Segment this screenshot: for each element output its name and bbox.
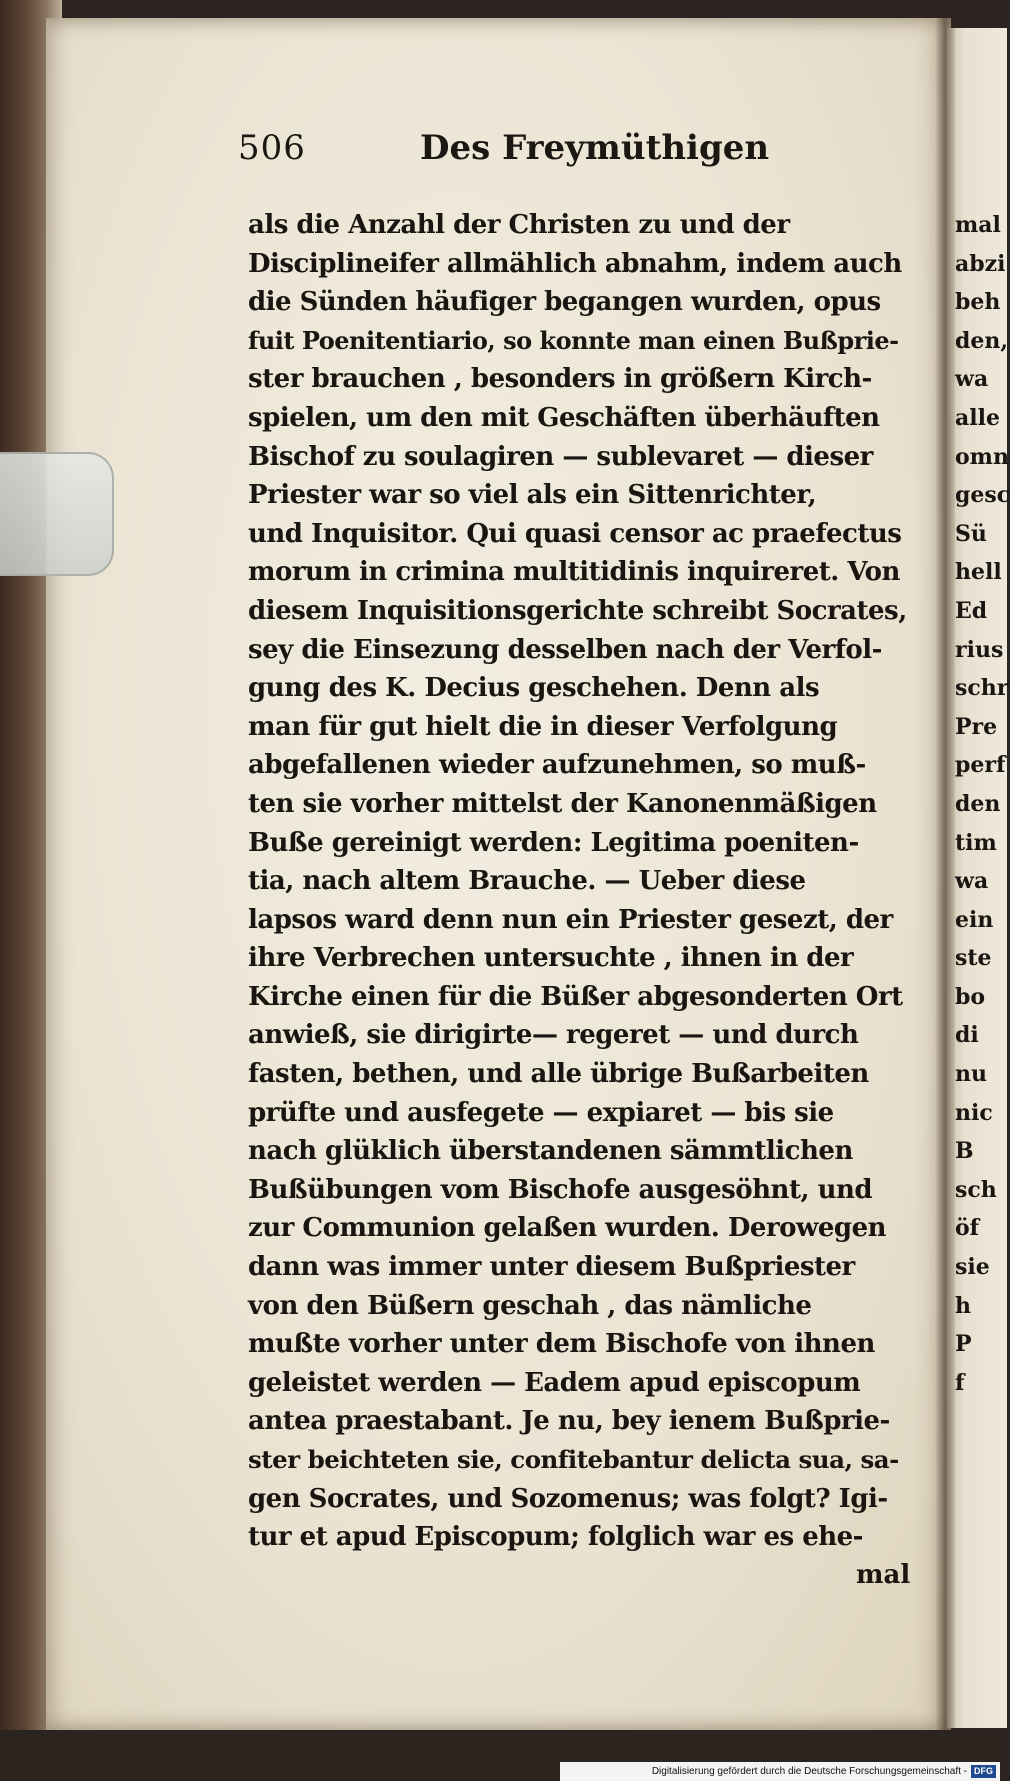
facing-page-fragment: h xyxy=(955,1292,971,1319)
text-line: zur Communion gelaßen wurden. Derowegen xyxy=(248,1213,887,1244)
page-header xyxy=(238,128,798,178)
facing-page-fragment: wa xyxy=(955,868,989,895)
text-line: diesem Inquisitionsgerichte schreibt Socrates, xyxy=(248,595,907,626)
facing-page-fragment: di xyxy=(955,1022,979,1049)
text-line: spielen, um den mit Geschäften überhäuften xyxy=(248,402,880,433)
text-line: ster beichteten sie, confitebantur delicta sua, sa- xyxy=(248,1445,899,1474)
text-line: Disciplineifer allmählich abnahm, indem auch xyxy=(248,248,902,279)
facing-page-fragment: den, xyxy=(955,327,1009,354)
facing-page-fragment: nic xyxy=(955,1099,993,1126)
text-line: fuit Poenitentiario, so konnte man einen Bußprie- xyxy=(248,325,899,355)
text-line: mußte vorher unter dem Bischofe von ihnen xyxy=(248,1329,875,1360)
text-line: die Sünden häufiger begangen wurden, opus xyxy=(248,287,881,318)
book-gutter xyxy=(935,18,955,1730)
text-line: morum in crimina multitidinis inquireret. Von xyxy=(248,557,900,588)
text-line: gen Socrates, und Sozomenus; was folgt? Igi- xyxy=(248,1483,888,1514)
text-line: gung des K. Decius geschehen. Denn als xyxy=(248,673,820,704)
credit-text: Digitalisierung gefördert durch die Deutsche Forschungsgemeinschaft - xyxy=(651,1766,967,1777)
facing-page-fragment: Pre xyxy=(955,713,998,740)
facing-page-fragment: sch xyxy=(955,1176,997,1203)
text-line: als die Anzahl der Christen zu und der xyxy=(248,210,790,240)
facing-page-fragment: ste xyxy=(955,945,992,972)
facing-page-fragment: mal xyxy=(955,212,1001,238)
text-line: Priester war so viel als ein Sittenrichter, xyxy=(248,480,817,511)
text-line: antea praestabant. Je nu, bey ienem Bußprie- xyxy=(248,1406,890,1437)
text-line: und Inquisitor. Qui quasi censor ac praefectus xyxy=(248,518,902,549)
facing-page-fragment: abzi xyxy=(955,250,1006,277)
catchword: mal xyxy=(856,1560,911,1590)
text-line: prüfte und ausfegete — expiaret — bis sie xyxy=(248,1097,834,1128)
running-head: Des Freymüthigen xyxy=(420,128,770,168)
text-line: anwieß, sie dirigirte— regeret — und durch xyxy=(248,1020,859,1051)
facing-page-fragment: rius xyxy=(955,636,1004,663)
text-line: lapsos ward denn nun ein Priester gesezt, der xyxy=(248,904,893,935)
text-line: nach glüklich überstandenen sämmtlichen xyxy=(248,1136,853,1167)
text-line: tur et apud Episcopum; folglich war es ehe- xyxy=(248,1522,863,1553)
text-line: von den Büßern geschah , das nämliche xyxy=(248,1290,812,1321)
text-line: sey die Einsezung desselben nach der Verfol- xyxy=(248,634,882,665)
facing-page-fragment: öf xyxy=(955,1215,980,1242)
text-line: man für gut hielt die in dieser Verfolgung xyxy=(248,711,838,742)
facing-page-fragment: perf xyxy=(955,752,1006,779)
facing-page-fragment: P xyxy=(955,1331,972,1358)
facing-page-fragment: sie xyxy=(955,1254,990,1281)
text-line: abgefallenen wieder aufzunehmen, so muß- xyxy=(248,750,866,781)
digitization-credit xyxy=(560,1762,1000,1781)
facing-page-fragment: den xyxy=(955,790,1001,817)
facing-page-fragment: B xyxy=(955,1138,974,1165)
facing-page-fragment: tim xyxy=(955,829,997,856)
text-line: Buße gereinigt werden: Legitima poeniten- xyxy=(248,827,859,858)
facing-page-fragment: omn xyxy=(955,443,1009,470)
page-number: 506 xyxy=(238,128,306,168)
text-line: fasten, bethen, und alle übrige Bußarbeiten xyxy=(248,1059,869,1090)
text-line: Bischof zu soulagiren — sublevaret — dieser xyxy=(248,441,873,472)
facing-page-fragment: ein xyxy=(955,906,994,933)
dfg-logo: DFG xyxy=(971,1765,996,1778)
facing-page-fragment: bo xyxy=(955,983,986,1010)
facing-page-fragment: nu xyxy=(955,1061,987,1088)
page-clip xyxy=(0,452,114,576)
facing-page-fragment: alle xyxy=(955,404,1000,431)
facing-page-fragment: f xyxy=(955,1369,965,1396)
text-line: dann was immer unter diesem Bußpriester xyxy=(248,1252,855,1283)
text-line: Kirche einen für die Büßer abgesonderten Ort xyxy=(248,981,903,1012)
facing-page-fragment: beh xyxy=(955,289,1001,316)
text-line: tia, nach altem Brauche. — Ueber diese xyxy=(248,866,806,897)
facing-page-fragment: schr xyxy=(955,675,1009,702)
text-line: Bußübungen vom Bischofe ausgesöhnt, und xyxy=(248,1174,873,1205)
facing-page-fragment: Sü xyxy=(955,520,987,547)
facing-page-text xyxy=(955,206,1010,1402)
facing-page-fragment: hell xyxy=(955,559,1002,586)
text-line: ster brauchen , besonders in größern Kirch- xyxy=(248,364,872,395)
body-text xyxy=(248,206,908,1557)
facing-page-fragment: Ed xyxy=(955,597,988,624)
text-line: geleistet werden — Eadem apud episcopum xyxy=(248,1367,861,1398)
text-line: ihre Verbrechen untersuchte , ihnen in der xyxy=(248,943,854,974)
facing-page-fragment: wa xyxy=(955,366,989,393)
text-line: ten sie vorher mittelst der Kanonenmäßigen xyxy=(248,788,877,819)
facing-page-fragment: gesc xyxy=(955,482,1010,509)
